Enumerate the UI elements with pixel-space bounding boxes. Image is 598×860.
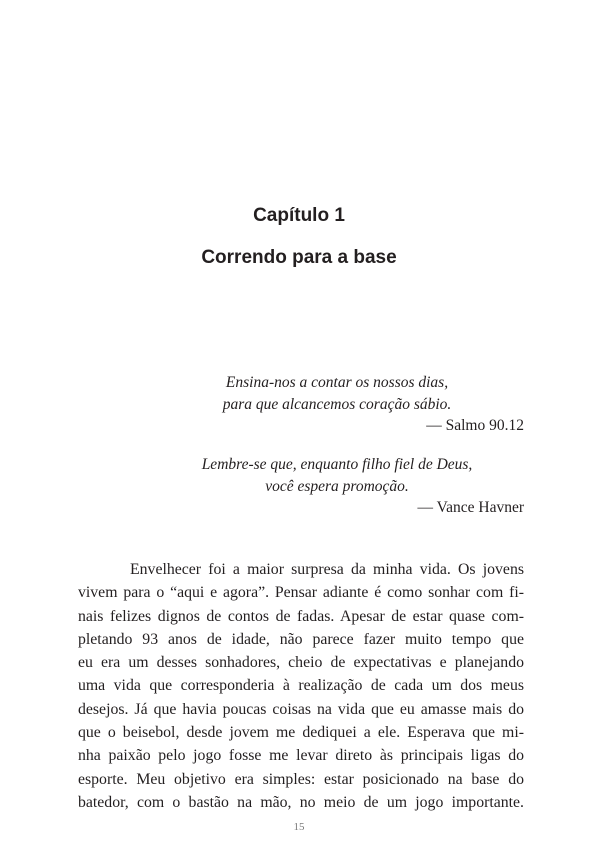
epigraph-attribution: — Salmo 90.12 (426, 417, 524, 434)
paragraph-line: nais felizes dignos de contos de fadas. Apesar de estar quase com- (78, 607, 524, 625)
paragraph-line: vivem para o “aqui e agora”. Pensar adiante é como sonhar com fi- (78, 584, 524, 602)
paragraph-line: batedor, com o bastão na mão, no meio de um jogo importante. (78, 793, 524, 811)
epigraph-line: Ensina-nos a contar os nossos dias, (225, 374, 449, 391)
epigraph-line: Lembre-se que, enquanto filho fiel de Deus, (201, 456, 473, 473)
epigraph-attribution: — Vance Havner (417, 499, 524, 516)
chapter-number: Capítulo 1 (253, 205, 345, 226)
epigraph-psalm (150, 372, 524, 437)
paragraph-line: Envelhecer foi a maior surpresa da minha vida. Os jovens (130, 561, 524, 578)
paragraph-line: que o beisebol, desde jovem me dediquei a ele. Esperava que mi- (78, 724, 524, 742)
body-paragraph (78, 558, 524, 814)
epigraph-line: para que alcancemos coração sábio. (222, 395, 452, 413)
paragraph-line: uma vida que corresponderia à realização de cada um dos meus (78, 677, 524, 695)
epigraph-line: você espera promoção. (265, 477, 409, 495)
paragraph-line: eu era um desses sonhadores, cheio de expectativas e planejando (78, 654, 524, 672)
paragraph-line: desejos. Já que havia poucas coisas na vida que eu amasse mais do (78, 700, 524, 718)
paragraph-line: esporte. Meu objetivo era simples: estar posicionado na base do (78, 770, 524, 788)
page-number: 15 (293, 821, 305, 833)
chapter-title: Correndo para a base (201, 247, 397, 268)
paragraph-line: nha paixão pelo jogo fosse me levar direto às principais ligas do (78, 747, 524, 765)
paragraph-line: pletando 93 anos de idade, não parece fazer muito tempo que (78, 630, 524, 648)
epigraph-havner (150, 454, 524, 519)
